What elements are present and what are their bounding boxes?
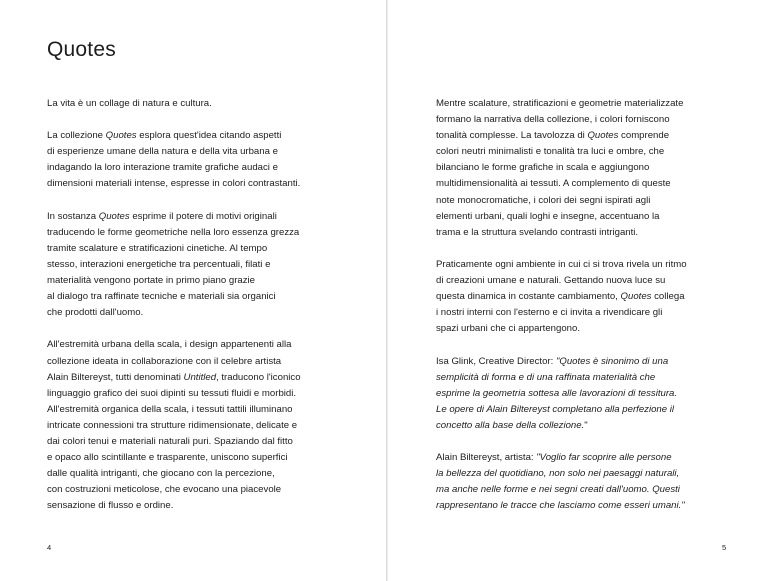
body-paragraph: [47, 96, 347, 112]
text-line: [436, 144, 736, 160]
text-run: dai colori tenui e materiali naturali puri. Spaziando dal fitto: [47, 435, 293, 447]
text-run: stesso, interazioni energetiche tra percentuali, filati e: [47, 258, 271, 270]
text-run: elementi urbani, quali loghi e insegne, accentuano la: [436, 210, 660, 222]
text-line: [436, 209, 736, 225]
text-line: [47, 498, 347, 514]
text-run: dalle qualità intriganti, che giocano con la percezione,: [47, 468, 275, 480]
text-line: [436, 128, 736, 144]
text-line: [47, 418, 347, 434]
text-run: Alain Biltereyst, tutti denominati: [47, 371, 184, 383]
italic-text-run: Quotes: [105, 130, 137, 142]
text-run: materialità vengono portate in primo piano grazie: [47, 275, 255, 287]
text-run: collezione ideata in collaborazione con il celebre artista: [47, 355, 282, 367]
italic-text-run: Quotes: [587, 130, 619, 142]
text-run: intricate connessioni tra strutture ridimensionate, delicate e: [47, 419, 298, 431]
text-run: trama e la struttura svelando contrasti intriganti.: [436, 226, 639, 238]
text-line: [436, 418, 736, 434]
right-page: [388, 0, 775, 581]
text-run: spazi urbani che ci appartengono.: [436, 323, 581, 335]
text-line: [47, 337, 347, 353]
italic-text-run: la bellezza del quotidiano, non solo nei paesaggi naturali,: [436, 468, 680, 480]
italic-text-run: "Quotes è sinonimo di una: [555, 355, 669, 367]
page-title: Quotes: [47, 38, 116, 61]
text-line: [436, 289, 736, 305]
text-line: [47, 386, 347, 402]
text-run: esplora quest'idea citando aspetti: [136, 130, 282, 142]
text-line: [436, 402, 736, 418]
text-run: formano la narrativa della collezione, i colori forniscono: [436, 114, 670, 126]
text-run: La collezione: [47, 130, 106, 142]
italic-text-run: rappresentano le tracce che lasciamo come esseri umani.": [436, 500, 685, 512]
text-line: [47, 241, 347, 257]
text-run: multidimensionalità ai tessuti. A complemento di queste: [436, 178, 671, 190]
text-run: collega: [651, 291, 685, 303]
text-line: [47, 305, 347, 321]
body-paragraph: [436, 450, 736, 514]
text-line: [47, 128, 347, 144]
body-paragraph: [436, 96, 736, 241]
text-run: Alain Biltereyst, artista:: [436, 452, 537, 464]
text-run: di esperienze umane della natura e della vita urbana e: [47, 146, 278, 158]
text-line: [436, 386, 736, 402]
text-line: [436, 305, 736, 321]
text-run: , traducono l'iconico: [216, 371, 301, 383]
text-line: [47, 257, 347, 273]
text-run: di creazioni umane e naturali. Gettando nuova luce su: [436, 275, 666, 287]
text-line: [47, 354, 347, 370]
text-run: che prodotti dall'uomo.: [47, 307, 144, 319]
italic-text-run: Quotes: [98, 210, 130, 222]
body-paragraph: [47, 128, 347, 192]
text-line: [436, 257, 736, 273]
text-line: [47, 209, 347, 225]
text-run: tonalità complesse. La tavolozza di: [436, 130, 588, 142]
left-body-text: [47, 96, 347, 531]
text-run: traducendo le forme geometriche nella loro essenza grezza: [47, 226, 300, 238]
text-run: indagando la loro interazione tramite grafiche audaci e: [47, 162, 278, 174]
text-run: All'estremità urbana della scala, i design appartenenti alla: [47, 339, 292, 351]
text-run: Mentre scalature, stratificazioni e geometrie materializzate: [436, 98, 684, 109]
italic-text-run: semplicità di forma e di una raffinata materialità che: [436, 371, 656, 383]
body-paragraph: [47, 209, 347, 322]
text-run: dimensioni materiali intense, espresse in colori contrastanti.: [47, 178, 301, 190]
text-line: [47, 402, 347, 418]
text-line: [436, 466, 736, 482]
text-line: [436, 193, 736, 209]
text-line: [47, 482, 347, 498]
text-line: [436, 498, 736, 514]
text-run: sensazione di flusso e ordine.: [47, 500, 174, 512]
text-run: i nostri interni con l'esterno e ci invita a rivendicare gli: [436, 307, 663, 319]
text-line: [47, 160, 347, 176]
text-run: colori neutri minimalisti e tonalità tra luci e ombre, che: [436, 146, 665, 158]
text-run: linguaggio grafico dei suoi dipinti su tessuti fluidi e morbidi.: [47, 387, 297, 399]
page-number-left: 4: [47, 543, 52, 552]
text-run: note monocromatiche, i colori dei segni ispirati agli: [436, 194, 651, 206]
text-run: Isa Glink, Creative Director:: [436, 355, 556, 367]
italic-text-run: Untitled: [183, 371, 217, 383]
text-line: [436, 482, 736, 498]
text-line: [47, 273, 347, 289]
text-run: ": [584, 419, 588, 431]
text-line: [436, 225, 736, 241]
italic-text-run: Quotes: [620, 291, 652, 303]
italic-text-run: Le opere di Alain Biltereyst completano alla perfezione il: [436, 403, 675, 415]
left-page: [0, 0, 387, 581]
text-line: [47, 450, 347, 466]
right-body-text: [436, 96, 736, 531]
text-line: [47, 370, 347, 386]
text-line: [47, 466, 347, 482]
text-line: [436, 176, 736, 192]
text-run: tramite scalature e stratificazioni cinetiche. Al tempo: [47, 242, 268, 254]
text-line: [436, 321, 736, 337]
italic-text-run: ma anche nelle forme e nei segni creati dall'uomo. Questi: [436, 484, 680, 496]
body-paragraph: [436, 354, 736, 434]
text-line: [436, 450, 736, 466]
text-line: [47, 96, 347, 112]
text-run: Praticamente ogni ambiente in cui ci si trova rivela un ritmo: [436, 258, 687, 270]
text-line: [47, 176, 347, 192]
text-run: bilanciano le forme grafiche in scala e aggiungono: [436, 162, 650, 174]
text-run: La vita è un collage di natura e cultura.: [47, 98, 212, 109]
text-line: [47, 225, 347, 241]
text-run: In sostanza: [47, 210, 99, 222]
text-run: con costruzioni meticolose, che evocano una piacevole: [47, 484, 282, 496]
text-line: [436, 273, 736, 289]
text-run: comprende: [618, 130, 670, 142]
body-paragraph: [436, 257, 736, 337]
italic-text-run: concetto alla base della collezione.: [436, 419, 585, 431]
text-run: esprime il potere di motivi originali: [129, 210, 277, 222]
text-run: All'estremità organica della scala, i tessuti tattili illuminano: [47, 403, 293, 415]
text-line: [436, 370, 736, 386]
body-paragraph: [47, 337, 347, 514]
text-run: questa dinamica in costante cambiamento,: [436, 291, 621, 303]
text-run: e opaco allo scintillante e trasparente, uniscono superfici: [47, 452, 288, 464]
text-line: [436, 96, 736, 112]
italic-text-run: esprime la geometria sottesa alle lavorazioni di tessitura.: [436, 387, 678, 399]
text-line: [436, 160, 736, 176]
text-line: [436, 354, 736, 370]
text-line: [47, 144, 347, 160]
italic-text-run: "Voglio far scoprire alle persone: [536, 452, 672, 464]
text-line: [436, 112, 736, 128]
text-run: al dialogo tra raffinate tecniche e materiali sia organici: [47, 291, 276, 303]
page-number-right: 5: [722, 543, 727, 552]
text-line: [47, 289, 347, 305]
text-line: [47, 434, 347, 450]
